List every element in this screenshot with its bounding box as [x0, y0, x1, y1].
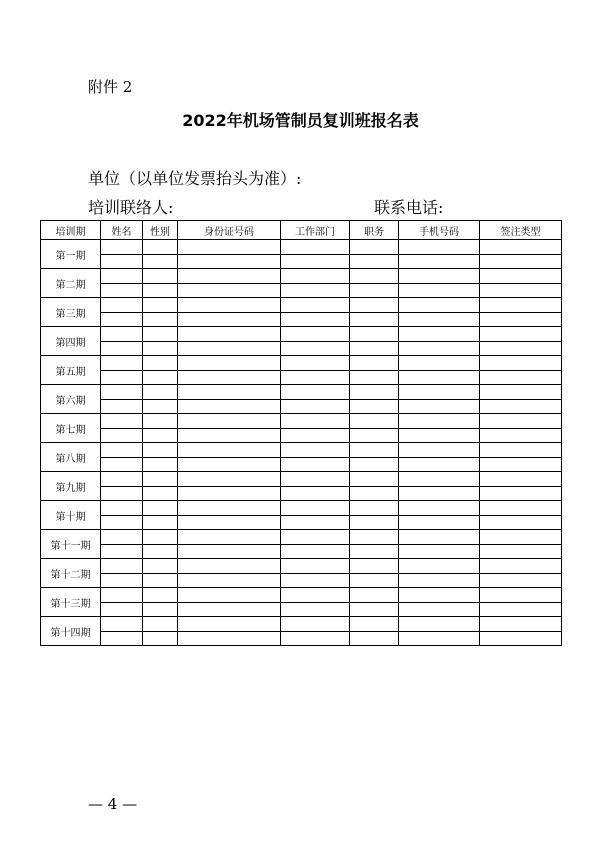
entry-cell[interactable]: [178, 428, 281, 443]
entry-cell[interactable]: [281, 515, 350, 530]
entry-cell[interactable]: [480, 385, 562, 400]
entry-cell[interactable]: [281, 298, 350, 313]
entry-cell[interactable]: [399, 617, 480, 632]
entry-cell[interactable]: [178, 501, 281, 516]
entry-cell[interactable]: [178, 457, 281, 472]
entry-cell[interactable]: [143, 443, 178, 458]
entry-cell[interactable]: [281, 457, 350, 472]
period-label: 第九期: [41, 472, 101, 501]
entry-cell[interactable]: [143, 312, 178, 327]
table-row: [41, 399, 562, 414]
table-row: [41, 385, 562, 400]
entry-cell[interactable]: [399, 341, 480, 356]
entry-cell[interactable]: [281, 631, 350, 646]
period-label: 第十二期: [41, 559, 101, 588]
registration-table: [40, 220, 562, 646]
period-label: 第一期: [41, 240, 101, 269]
entry-cell[interactable]: [178, 269, 281, 284]
entry-cell[interactable]: [178, 602, 281, 617]
entry-cell[interactable]: [480, 269, 562, 284]
entry-cell[interactable]: [178, 544, 281, 559]
entry-cell[interactable]: [480, 298, 562, 313]
entry-cell[interactable]: [143, 341, 178, 356]
column-header: 手机号码: [399, 221, 480, 240]
table-row: [41, 515, 562, 530]
table-row: [41, 588, 562, 603]
entry-cell[interactable]: [143, 283, 178, 298]
entry-cell[interactable]: [350, 544, 399, 559]
entry-cell[interactable]: [399, 457, 480, 472]
table-row: [41, 472, 562, 487]
entry-cell[interactable]: [350, 486, 399, 501]
entry-cell[interactable]: [101, 298, 143, 313]
entry-cell[interactable]: [399, 254, 480, 269]
unit-field-label: 单位（以单位发票抬头为准）:: [88, 169, 302, 188]
entry-cell[interactable]: [281, 312, 350, 327]
period-label: 第三期: [41, 298, 101, 327]
contact-phone-label: 联系电话:: [374, 198, 444, 217]
entry-cell[interactable]: [178, 240, 281, 255]
entry-cell[interactable]: [399, 486, 480, 501]
table-header-row: [41, 221, 562, 240]
entry-cell[interactable]: [480, 312, 562, 327]
entry-cell[interactable]: [350, 269, 399, 284]
entry-cell[interactable]: [281, 428, 350, 443]
entry-cell[interactable]: [350, 414, 399, 429]
entry-cell[interactable]: [143, 457, 178, 472]
entry-cell[interactable]: [281, 530, 350, 545]
table-row: [41, 370, 562, 385]
period-label: 第五期: [41, 356, 101, 385]
entry-cell[interactable]: [101, 269, 143, 284]
entry-cell[interactable]: [350, 501, 399, 516]
entry-cell[interactable]: [350, 457, 399, 472]
entry-cell[interactable]: [101, 254, 143, 269]
entry-cell[interactable]: [480, 602, 562, 617]
entry-cell[interactable]: [480, 443, 562, 458]
entry-cell[interactable]: [480, 240, 562, 255]
column-header: 姓名: [101, 221, 143, 240]
entry-cell[interactable]: [101, 414, 143, 429]
entry-cell[interactable]: [399, 240, 480, 255]
entry-cell[interactable]: [399, 501, 480, 516]
entry-cell[interactable]: [350, 443, 399, 458]
entry-cell[interactable]: [178, 370, 281, 385]
entry-cell[interactable]: [178, 298, 281, 313]
period-label: 第六期: [41, 385, 101, 414]
entry-cell[interactable]: [399, 443, 480, 458]
table-row: [41, 283, 562, 298]
table-row: [41, 414, 562, 429]
entry-cell[interactable]: [143, 559, 178, 574]
entry-cell[interactable]: [178, 341, 281, 356]
entry-cell[interactable]: [480, 617, 562, 632]
entry-cell[interactable]: [480, 530, 562, 545]
entry-cell[interactable]: [281, 240, 350, 255]
column-header: 性别: [143, 221, 178, 240]
entry-cell[interactable]: [399, 559, 480, 574]
entry-cell[interactable]: [399, 356, 480, 371]
entry-cell[interactable]: [281, 617, 350, 632]
entry-cell[interactable]: [480, 356, 562, 371]
entry-cell[interactable]: [281, 370, 350, 385]
entry-cell[interactable]: [480, 544, 562, 559]
column-header: 职务: [350, 221, 399, 240]
table-row: [41, 298, 562, 313]
entry-cell[interactable]: [101, 399, 143, 414]
period-label: 第八期: [41, 443, 101, 472]
entry-cell[interactable]: [101, 501, 143, 516]
entry-cell[interactable]: [143, 254, 178, 269]
entry-cell[interactable]: [281, 501, 350, 516]
entry-cell[interactable]: [350, 428, 399, 443]
entry-cell[interactable]: [101, 486, 143, 501]
table-row: [41, 617, 562, 632]
entry-cell[interactable]: [350, 240, 399, 255]
entry-cell[interactable]: [399, 631, 480, 646]
entry-cell[interactable]: [178, 312, 281, 327]
entry-cell[interactable]: [480, 588, 562, 603]
contact-person-label: 培训联络人:: [88, 198, 174, 217]
entry-cell[interactable]: [101, 356, 143, 371]
period-label: 第十四期: [41, 617, 101, 646]
entry-cell[interactable]: [350, 472, 399, 487]
entry-cell[interactable]: [143, 486, 178, 501]
entry-cell[interactable]: [178, 283, 281, 298]
entry-cell[interactable]: [350, 385, 399, 400]
entry-cell[interactable]: [480, 631, 562, 646]
entry-cell[interactable]: [143, 617, 178, 632]
entry-cell[interactable]: [101, 602, 143, 617]
entry-cell[interactable]: [281, 356, 350, 371]
entry-cell[interactable]: [178, 515, 281, 530]
entry-cell[interactable]: [178, 573, 281, 588]
entry-cell[interactable]: [350, 530, 399, 545]
entry-cell[interactable]: [480, 370, 562, 385]
entry-cell[interactable]: [399, 428, 480, 443]
entry-cell[interactable]: [178, 414, 281, 429]
entry-cell[interactable]: [178, 472, 281, 487]
entry-cell[interactable]: [480, 486, 562, 501]
entry-cell[interactable]: [281, 254, 350, 269]
entry-cell[interactable]: [143, 356, 178, 371]
entry-cell[interactable]: [350, 631, 399, 646]
entry-cell[interactable]: [143, 501, 178, 516]
entry-cell[interactable]: [143, 370, 178, 385]
entry-cell[interactable]: [399, 544, 480, 559]
entry-cell[interactable]: [281, 559, 350, 574]
entry-cell[interactable]: [101, 544, 143, 559]
entry-cell[interactable]: [178, 327, 281, 342]
entry-cell[interactable]: [399, 530, 480, 545]
entry-cell[interactable]: [178, 356, 281, 371]
table-row: [41, 240, 562, 255]
entry-cell[interactable]: [350, 515, 399, 530]
table-row: [41, 341, 562, 356]
entry-cell[interactable]: [399, 385, 480, 400]
entry-cell[interactable]: [143, 240, 178, 255]
period-label: 第七期: [41, 414, 101, 443]
table-row: [41, 254, 562, 269]
table-row: [41, 573, 562, 588]
entry-cell[interactable]: [178, 631, 281, 646]
entry-cell[interactable]: [480, 573, 562, 588]
entry-cell[interactable]: [480, 327, 562, 342]
entry-cell[interactable]: [101, 573, 143, 588]
entry-cell[interactable]: [350, 573, 399, 588]
entry-cell[interactable]: [143, 298, 178, 313]
table-row: [41, 501, 562, 516]
table-row: [41, 443, 562, 458]
entry-cell[interactable]: [399, 602, 480, 617]
table-row: [41, 544, 562, 559]
column-header: 签注类型: [480, 221, 562, 240]
column-header: 工作部门: [281, 221, 350, 240]
entry-cell[interactable]: [178, 617, 281, 632]
entry-cell[interactable]: [101, 588, 143, 603]
entry-cell[interactable]: [399, 312, 480, 327]
table-row: [41, 486, 562, 501]
entry-cell[interactable]: [281, 269, 350, 284]
entry-cell[interactable]: [101, 341, 143, 356]
entry-cell[interactable]: [399, 573, 480, 588]
entry-cell[interactable]: [399, 327, 480, 342]
entry-cell[interactable]: [143, 269, 178, 284]
table-body: [41, 240, 562, 646]
entry-cell[interactable]: [101, 312, 143, 327]
entry-cell[interactable]: [143, 472, 178, 487]
entry-cell[interactable]: [350, 370, 399, 385]
entry-cell[interactable]: [350, 602, 399, 617]
column-header: 身份证号码: [178, 221, 281, 240]
entry-cell[interactable]: [399, 269, 480, 284]
table-row: [41, 457, 562, 472]
entry-cell[interactable]: [101, 443, 143, 458]
entry-cell[interactable]: [143, 588, 178, 603]
table-row: [41, 312, 562, 327]
table-row: [41, 631, 562, 646]
period-label: 第二期: [41, 269, 101, 298]
entry-cell[interactable]: [480, 457, 562, 472]
entry-cell[interactable]: [178, 443, 281, 458]
entry-cell[interactable]: [281, 573, 350, 588]
entry-cell[interactable]: [480, 254, 562, 269]
period-label: 第十期: [41, 501, 101, 530]
entry-cell[interactable]: [178, 588, 281, 603]
table-row: [41, 269, 562, 284]
entry-cell[interactable]: [178, 254, 281, 269]
period-label: 第十三期: [41, 588, 101, 617]
entry-cell[interactable]: [178, 399, 281, 414]
entry-cell[interactable]: [101, 617, 143, 632]
entry-cell[interactable]: [399, 515, 480, 530]
entry-cell[interactable]: [399, 472, 480, 487]
entry-cell[interactable]: [143, 399, 178, 414]
entry-cell[interactable]: [143, 573, 178, 588]
entry-cell[interactable]: [143, 631, 178, 646]
entry-cell[interactable]: [281, 486, 350, 501]
entry-cell[interactable]: [178, 385, 281, 400]
page-number: — 4 —: [88, 795, 138, 813]
entry-cell[interactable]: [480, 414, 562, 429]
entry-cell[interactable]: [101, 457, 143, 472]
entry-cell[interactable]: [281, 602, 350, 617]
entry-cell[interactable]: [101, 327, 143, 342]
entry-cell[interactable]: [143, 385, 178, 400]
entry-cell[interactable]: [399, 370, 480, 385]
entry-cell[interactable]: [350, 617, 399, 632]
entry-cell[interactable]: [480, 341, 562, 356]
entry-cell[interactable]: [281, 399, 350, 414]
entry-cell[interactable]: [101, 428, 143, 443]
table-row: [41, 428, 562, 443]
entry-cell[interactable]: [399, 414, 480, 429]
entry-cell[interactable]: [101, 530, 143, 545]
entry-cell[interactable]: [101, 631, 143, 646]
entry-cell[interactable]: [350, 588, 399, 603]
entry-cell[interactable]: [143, 327, 178, 342]
entry-cell[interactable]: [178, 559, 281, 574]
entry-cell[interactable]: [178, 486, 281, 501]
entry-cell[interactable]: [281, 472, 350, 487]
entry-cell[interactable]: [143, 530, 178, 545]
entry-cell[interactable]: [480, 428, 562, 443]
period-label: 第十一期: [41, 530, 101, 559]
period-label: 第四期: [41, 327, 101, 356]
entry-cell[interactable]: [399, 298, 480, 313]
entry-cell[interactable]: [178, 530, 281, 545]
entry-cell[interactable]: [480, 501, 562, 516]
entry-cell[interactable]: [281, 414, 350, 429]
entry-cell[interactable]: [101, 240, 143, 255]
entry-cell[interactable]: [143, 602, 178, 617]
entry-cell[interactable]: [399, 588, 480, 603]
entry-cell[interactable]: [350, 356, 399, 371]
entry-cell[interactable]: [399, 399, 480, 414]
entry-cell[interactable]: [101, 559, 143, 574]
entry-cell[interactable]: [101, 385, 143, 400]
entry-cell[interactable]: [399, 283, 480, 298]
entry-cell[interactable]: [101, 283, 143, 298]
entry-cell[interactable]: [480, 399, 562, 414]
entry-cell[interactable]: [350, 341, 399, 356]
entry-cell[interactable]: [143, 414, 178, 429]
column-header: 培训期: [41, 221, 101, 240]
entry-cell[interactable]: [480, 283, 562, 298]
table-row: [41, 327, 562, 342]
entry-cell[interactable]: [480, 472, 562, 487]
entry-cell[interactable]: [350, 298, 399, 313]
entry-cell[interactable]: [143, 544, 178, 559]
entry-cell[interactable]: [281, 544, 350, 559]
entry-cell[interactable]: [281, 443, 350, 458]
entry-cell[interactable]: [101, 472, 143, 487]
page-title: 2022年机场管制员复训班报名表: [182, 111, 419, 130]
table-row: [41, 356, 562, 371]
table-row: [41, 530, 562, 545]
entry-cell[interactable]: [281, 283, 350, 298]
entry-cell[interactable]: [281, 588, 350, 603]
entry-cell[interactable]: [350, 283, 399, 298]
attachment-label: 附件 2: [88, 78, 133, 96]
table-row: [41, 559, 562, 574]
entry-cell[interactable]: [480, 515, 562, 530]
entry-cell[interactable]: [350, 312, 399, 327]
entry-cell[interactable]: [281, 385, 350, 400]
entry-cell[interactable]: [350, 254, 399, 269]
entry-cell[interactable]: [480, 559, 562, 574]
entry-cell[interactable]: [350, 399, 399, 414]
entry-cell[interactable]: [101, 370, 143, 385]
entry-cell[interactable]: [281, 341, 350, 356]
entry-cell[interactable]: [143, 515, 178, 530]
entry-cell[interactable]: [101, 515, 143, 530]
table-row: [41, 602, 562, 617]
entry-cell[interactable]: [350, 559, 399, 574]
entry-cell[interactable]: [143, 428, 178, 443]
entry-cell[interactable]: [350, 327, 399, 342]
entry-cell[interactable]: [281, 327, 350, 342]
